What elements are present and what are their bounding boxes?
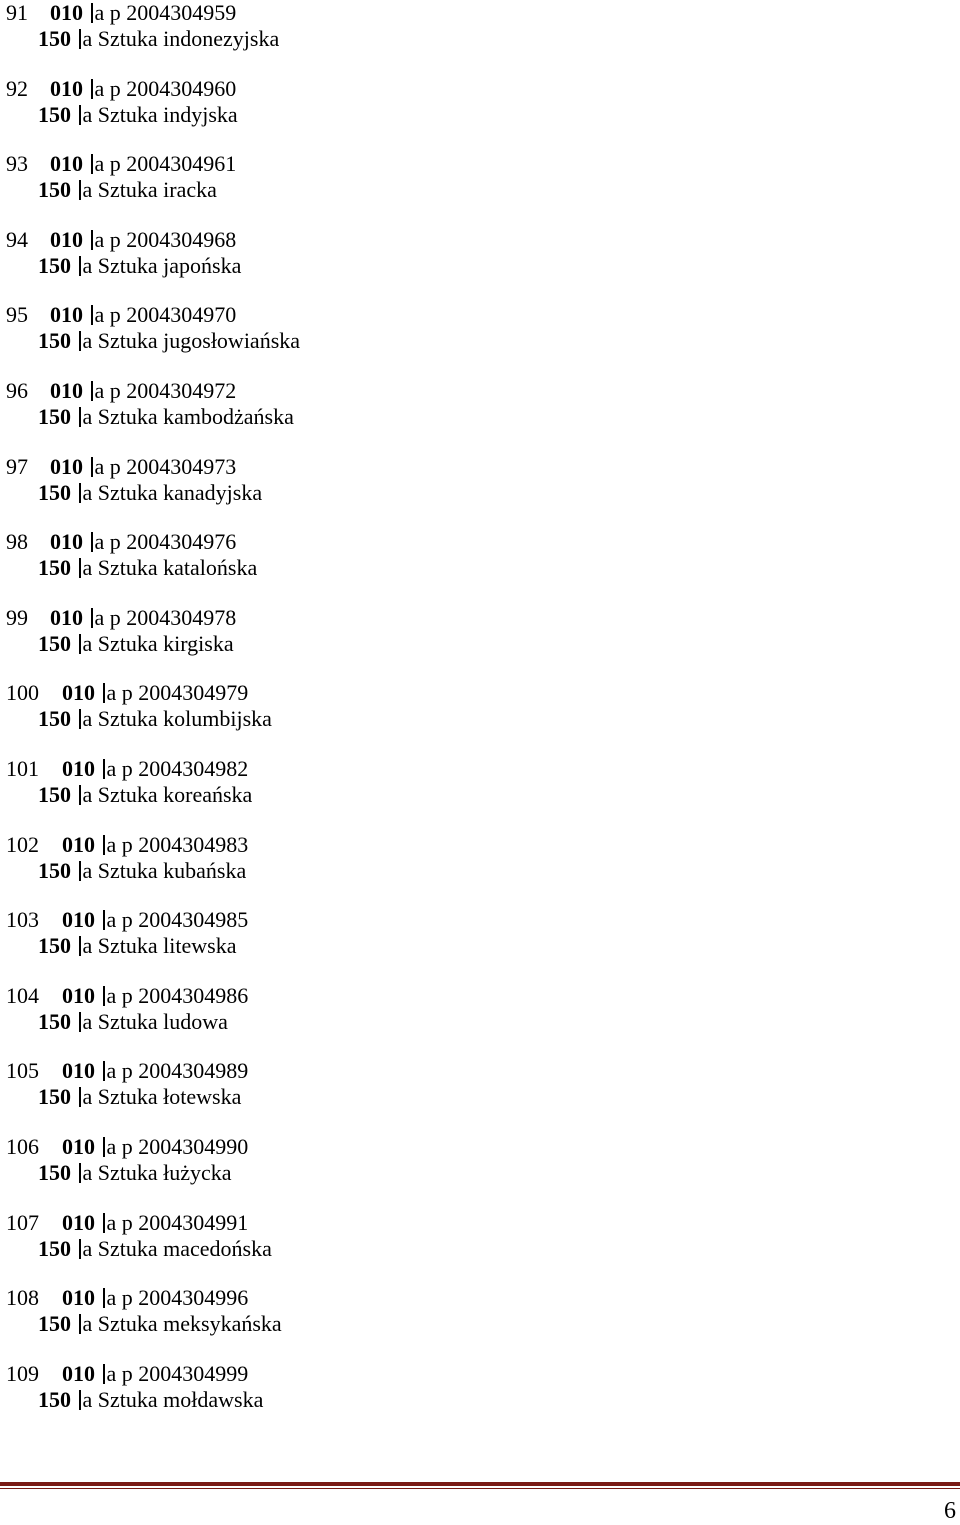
subfield-code: a p [106,1134,133,1159]
subject-heading: Sztuka mołdawska [97,1386,264,1412]
subfield-delimiter [103,1364,105,1384]
record-entry [0,302,960,354]
subfield-delimiter [79,936,81,956]
field-tag-010: 010 [62,1058,95,1084]
subfield-delimiter [91,154,93,174]
subfield-delimiter [79,256,81,276]
field-tag-150: 150 [38,857,71,883]
subject-heading: Sztuka japońska [97,252,242,278]
record-entry [0,680,960,732]
subfield-delimiter [79,1163,81,1183]
field-tag-010: 010 [62,1134,95,1159]
record-line-010 [0,529,236,555]
subject-heading: Sztuka koreańska [97,782,253,807]
record-line-150 [38,1311,282,1337]
record-entry [0,605,960,657]
subfield-code: a p [94,226,121,252]
record-line-150 [38,858,246,884]
field-tag-150: 150 [38,26,71,51]
record-identifier: 2004304970 [126,302,237,328]
record-line-150 [38,328,300,354]
record-identifier: 2004304999 [138,1360,249,1386]
subfield-code: a [82,630,93,656]
field-tag-010: 010 [50,529,83,555]
record-number: 100 [6,680,39,706]
subfield-code: a p [94,0,121,25]
field-tag-010: 010 [62,1360,95,1386]
subfield-delimiter [103,1213,105,1233]
record-number: 104 [6,982,39,1008]
footer-rule-thin [0,1488,960,1489]
record-identifier: 2004304978 [126,604,237,630]
field-tag-010: 010 [50,226,83,252]
field-tag-150: 150 [38,555,71,581]
subfield-code: a [82,1311,93,1337]
record-identifier: 2004304983 [138,831,249,857]
subfield-delimiter [103,759,105,779]
record-line-010 [0,756,248,782]
subject-heading: Sztuka kambodżańska [97,404,294,429]
subfield-code: a [82,252,93,278]
subfield-code: a p [94,302,121,328]
subfield-code: a [82,1008,93,1034]
record-number: 106 [6,1134,39,1159]
subfield-delimiter [79,180,81,200]
subfield-code: a p [94,75,121,101]
subfield-delimiter [79,331,81,351]
field-tag-150: 150 [38,404,71,429]
record-number: 105 [6,1058,39,1084]
record-entry [0,378,960,430]
record-entry [0,832,960,884]
record-entry [0,1210,960,1262]
field-tag-150: 150 [38,328,71,354]
field-tag-010: 010 [50,604,83,630]
record-line-010 [0,302,236,328]
subject-heading: Sztuka meksykańska [97,1311,282,1337]
record-line-150 [38,933,236,959]
field-tag-150: 150 [38,479,71,505]
field-tag-010: 010 [62,982,95,1008]
subfield-code: a [82,1235,93,1261]
field-tag-010: 010 [50,453,83,479]
record-identifier: 2004304990 [138,1134,249,1159]
record-number: 99 [6,604,28,630]
subject-heading: Sztuka kolumbijska [97,706,272,732]
subfield-code: a [82,1386,93,1412]
record-entry [0,454,960,506]
record-entry [0,227,960,279]
field-tag-010: 010 [62,1285,95,1311]
record-entry [0,756,960,808]
subfield-code: a [82,1160,93,1185]
subfield-delimiter [79,709,81,729]
subfield-delimiter [91,79,93,99]
record-line-010 [0,1361,248,1387]
subfield-code: a [82,328,93,354]
subfield-delimiter [79,483,81,503]
subfield-code: a [82,933,93,959]
record-line-010 [0,227,236,253]
subfield-delimiter [91,230,93,250]
field-tag-150: 150 [38,252,71,278]
subfield-delimiter [79,29,81,49]
record-line-010 [0,680,248,706]
record-identifier: 2004304968 [126,226,237,252]
subfield-code: a [82,555,93,581]
subject-heading: Sztuka kanadyjska [97,479,263,505]
subfield-code: a [82,1084,93,1110]
subfield-delimiter [91,532,93,552]
field-tag-010: 010 [62,680,95,706]
subject-heading: Sztuka indyjska [97,101,238,127]
subfield-code: a [82,177,93,203]
subfield-delimiter [79,1390,81,1410]
subfield-delimiter [103,835,105,855]
record-number: 98 [6,529,28,555]
record-line-010 [0,1285,248,1311]
record-line-010 [0,1058,248,1084]
subfield-code: a p [106,1058,133,1084]
record-line-150 [38,26,279,52]
record-entry [0,529,960,581]
subfield-code: a p [106,831,133,857]
field-tag-010: 010 [50,75,83,101]
record-line-010 [0,832,248,858]
record-number: 109 [6,1360,39,1386]
record-line-150 [38,404,294,430]
subfield-code: a [82,404,93,429]
subject-heading: Sztuka kirgiska [97,630,234,656]
subfield-delimiter [79,1087,81,1107]
record-line-150 [38,1387,263,1413]
subfield-delimiter [103,683,105,703]
subject-heading: Sztuka iracka [97,177,217,203]
record-line-010 [0,1134,248,1160]
subfield-delimiter [103,1061,105,1081]
field-tag-150: 150 [38,177,71,203]
subfield-code: a [82,706,93,732]
subfield-code: a p [94,604,121,630]
record-line-150 [38,706,272,732]
subfield-delimiter [91,457,93,477]
record-entry [0,1134,960,1186]
record-line-150 [38,1236,272,1262]
subfield-code: a [82,857,93,883]
subfield-delimiter [103,1288,105,1308]
record-entry [0,1285,960,1337]
subfield-delimiter [79,634,81,654]
record-line-010 [0,76,236,102]
subject-heading: Sztuka kubańska [97,857,247,883]
field-tag-150: 150 [38,1311,71,1337]
subfield-delimiter [79,1239,81,1259]
record-line-150 [38,1084,241,1110]
record-number: 96 [6,378,28,403]
field-tag-010: 010 [62,756,95,781]
field-tag-010: 010 [50,0,83,25]
subfield-code: a [82,101,93,127]
page-number: 6 [944,1498,956,1524]
subfield-delimiter [79,558,81,578]
field-tag-010: 010 [62,1209,95,1235]
subfield-code: a [82,479,93,505]
field-tag-150: 150 [38,1084,71,1110]
subfield-code: a p [106,907,133,933]
subject-heading: Sztuka łużycka [97,1160,232,1185]
record-entry [0,1058,960,1110]
field-tag-150: 150 [38,1386,71,1412]
subfield-delimiter [91,3,93,23]
subfield-code: a [82,782,93,807]
subject-heading: Sztuka litewska [97,933,237,959]
record-number: 102 [6,831,39,857]
subject-heading: Sztuka macedońska [97,1235,272,1261]
subfield-code: a p [106,1209,133,1235]
record-identifier: 2004304979 [138,680,249,706]
field-tag-150: 150 [38,933,71,959]
subfield-delimiter [103,986,105,1006]
subject-heading: Sztuka katalońska [97,555,258,581]
record-line-150 [38,480,262,506]
subfield-delimiter [103,1137,105,1157]
field-tag-150: 150 [38,101,71,127]
record-identifier: 2004304982 [138,756,249,781]
record-line-010 [0,0,236,26]
record-identifier: 2004304986 [138,982,249,1008]
record-identifier: 2004304996 [138,1285,249,1311]
record-line-150 [38,1160,232,1186]
subfield-code: a p [106,982,133,1008]
subfield-delimiter [91,305,93,325]
subfield-delimiter [79,861,81,881]
record-line-010 [0,151,236,177]
record-line-010 [0,907,248,933]
record-line-010 [0,983,248,1009]
subfield-code: a p [94,378,121,403]
record-line-010 [0,378,236,404]
field-tag-150: 150 [38,1235,71,1261]
subject-heading: Sztuka jugosłowiańska [97,328,301,354]
field-tag-150: 150 [38,706,71,732]
record-line-150 [38,1009,228,1035]
record-identifier: 2004304985 [138,907,249,933]
record-identifier: 2004304960 [126,75,237,101]
record-line-150 [38,631,234,657]
subfield-code: a p [94,529,121,555]
record-identifier: 2004304961 [126,151,237,177]
record-number: 93 [6,151,28,177]
record-identifier: 2004304991 [138,1209,249,1235]
field-tag-150: 150 [38,1008,71,1034]
record-line-010 [0,1210,248,1236]
subfield-code: a p [94,453,121,479]
record-line-150 [38,555,257,581]
subfield-delimiter [103,910,105,930]
field-tag-010: 010 [62,907,95,933]
record-entry [0,907,960,959]
subfield-delimiter [79,785,81,805]
field-tag-150: 150 [38,782,71,807]
record-number: 94 [6,226,28,252]
record-number: 92 [6,75,28,101]
record-entry [0,0,960,52]
record-entry [0,76,960,128]
record-number: 91 [6,0,28,25]
record-number: 97 [6,453,28,479]
subfield-code: a [82,26,93,51]
record-line-150 [38,782,252,808]
subfield-delimiter [91,608,93,628]
subject-heading: Sztuka ludowa [97,1008,228,1034]
record-line-010 [0,605,236,631]
record-identifier: 2004304959 [126,0,237,25]
record-number: 95 [6,302,28,328]
record-entry [0,151,960,203]
subject-heading: Sztuka indonezyjska [97,26,280,51]
record-entry [0,983,960,1035]
field-tag-010: 010 [50,151,83,177]
field-tag-010: 010 [62,831,95,857]
footer-rule-thick [0,1482,960,1486]
record-identifier: 2004304973 [126,453,237,479]
field-tag-010: 010 [50,302,83,328]
record-number: 101 [6,756,39,781]
subfield-code: a p [106,756,133,781]
record-identifier: 2004304976 [126,529,237,555]
subject-heading: Sztuka łotewska [97,1084,242,1110]
record-line-150 [38,253,241,279]
subfield-delimiter [79,407,81,427]
subfield-delimiter [91,381,93,401]
field-tag-010: 010 [50,378,83,403]
record-number: 107 [6,1209,39,1235]
record-identifier: 2004304989 [138,1058,249,1084]
record-line-150 [38,102,238,128]
field-tag-150: 150 [38,1160,71,1185]
subfield-code: a p [106,1360,133,1386]
record-identifier: 2004304972 [126,378,237,403]
subfield-delimiter [79,105,81,125]
record-line-010 [0,454,236,480]
record-number: 103 [6,907,39,933]
field-tag-150: 150 [38,630,71,656]
record-entry [0,1361,960,1413]
record-number: 108 [6,1285,39,1311]
record-line-150 [38,177,217,203]
subfield-code: a p [106,680,133,706]
subfield-code: a p [94,151,121,177]
subfield-code: a p [106,1285,133,1311]
subfield-delimiter [79,1012,81,1032]
subfield-delimiter [79,1314,81,1334]
